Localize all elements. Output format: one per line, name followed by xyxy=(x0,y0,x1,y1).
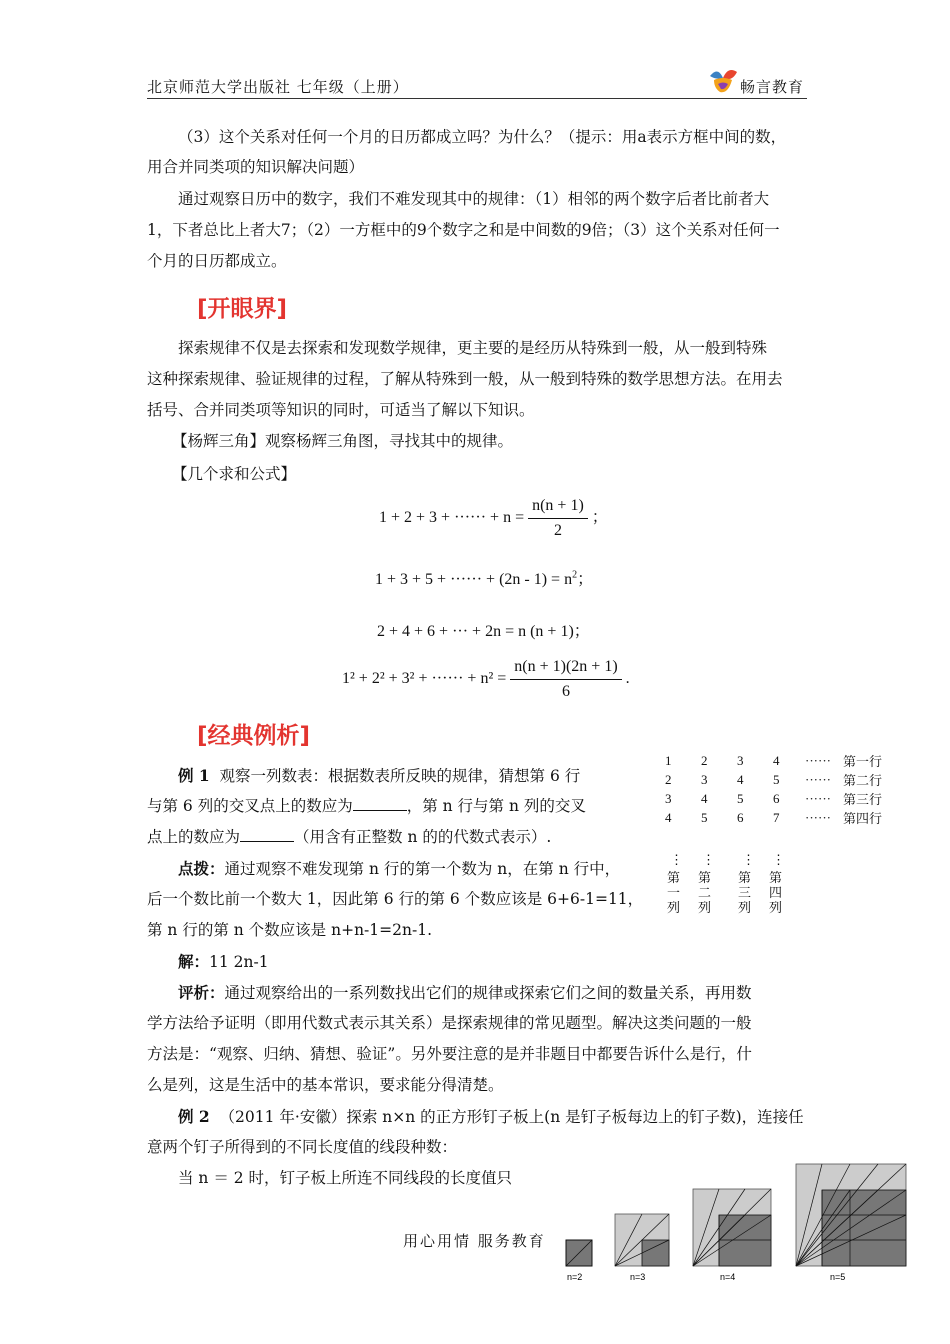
pegboard-figures xyxy=(560,1160,912,1285)
dots-col1: ⋮ xyxy=(670,852,683,867)
intro-obs-line3: 个月的日历都成立。 xyxy=(147,252,287,270)
ex1-line3: 点上的数应为 （用含有正整数 n 的的代数式表示）. xyxy=(147,828,552,846)
table-row: 2 3 4 5 ······ 第二行 xyxy=(665,771,883,788)
hint-line3: 第 n 行的第 n 个数应该是 n+n-1=2n-1. xyxy=(147,921,433,939)
hint-line1: 点拨：通过观察不难发现第 n 行的第一个数为 n，在第 n 行中， xyxy=(178,859,621,878)
section-title-jingdian: [经典例析] xyxy=(197,723,311,749)
dots-col3: ⋮ xyxy=(742,852,755,867)
comment-line1: 评析：通过观察给出的一系列数找出它们的规律或探索它们之间的数量关系，再用数 xyxy=(178,983,752,1002)
comment-line3: 方法是：“观察、归纳、猜想、验证”。另外要注意的是并非题目中都要告诉什么是行，什 xyxy=(147,1045,752,1063)
pegboard-n3 xyxy=(615,1214,669,1266)
pegboard-n2 xyxy=(566,1240,592,1266)
header-publisher: 北京师范大学出版社 七年级（上册） xyxy=(147,78,409,96)
formula-1: 1 + 2 + 3 + ······ + n = $\frac{n(n + 1)}{2}$ ； xyxy=(379,494,608,543)
pegboard-label-n5: n=5 xyxy=(830,1272,846,1282)
ex1-line1: 例 1 观察一列数表：根据数表所反映的规律，猜想第 6 行 xyxy=(178,766,581,785)
dots-col2: ⋮ xyxy=(702,852,715,867)
col-label-2: 第二列 xyxy=(698,870,712,915)
answer-blank-1 xyxy=(353,796,407,811)
yanghui-triangle-line: 【杨辉三角】观察杨辉三角图，寻找其中的规律。 xyxy=(172,432,514,450)
formula-2: 1 + 3 + 5 + ······ + $(2n - 1) = n^2$； xyxy=(375,569,594,588)
table-row: 1 2 3 4 ······ 第一行 xyxy=(665,752,883,769)
table-row: 4 5 6 7 ······ 第四行 xyxy=(665,809,883,826)
sum-formulas-heading: 【几个求和公式】 xyxy=(172,465,297,483)
header-divider xyxy=(147,98,807,99)
section-title-kaiyanjie: [开眼界] xyxy=(197,296,288,322)
dots-col4: ⋮ xyxy=(772,852,785,867)
section1-line2: 这种探索规律、验证规律的过程，了解从特殊到一般，从一般到特殊的数学思想方法。在用去 xyxy=(147,370,783,388)
pegboard-n4 xyxy=(693,1189,771,1266)
table-row: 3 4 5 6 ······ 第三行 xyxy=(665,790,883,807)
ex2-line1: 例 2 （2011 年·安徽）探索 n×n 的正方形钉子板上(n 是钉子板每边上的钉子数)，连接任 xyxy=(178,1107,804,1126)
col-label-1: 第一列 xyxy=(667,870,681,915)
comment-line4: 么是列，这是生活中的基本常识，要求能分得清楚。 xyxy=(147,1076,504,1094)
formula-3: 2 + 4 + 6 + ··· + 2n = n (n + 1)； xyxy=(377,623,590,640)
number-table xyxy=(665,751,882,827)
intro-q3-line2: 用合并同类项的知识解决问题） xyxy=(147,158,365,176)
pegboard-label-n3: n=3 xyxy=(630,1272,646,1282)
pegboard-n5 xyxy=(796,1164,906,1266)
answer-blank-2 xyxy=(240,827,294,842)
ex2-line2: 意两个钉子所得到的不同长度值的线段种数： xyxy=(147,1138,458,1156)
answer-line: 解：11 2n-1 xyxy=(178,952,269,971)
pegboard-label-n4: n=4 xyxy=(720,1272,736,1282)
col-label-4: 第四列 xyxy=(769,870,783,915)
section1-line3: 括号、合并同类项等知识的同时，可适当了解以下知识。 xyxy=(147,401,535,419)
section1-line1: 探索规律不仅是去探索和发现数学规律，更主要的是经历从特殊到一般，从一般到特殊 xyxy=(178,339,768,357)
comment-line2: 学方法给予证明（即用代数式表示其关系）是探索规律的常见题型。解决这类问题的一般 xyxy=(147,1014,752,1032)
ex1-line2: 与第 6 列的交叉点上的数应为 ，第 n 行与第 n 列的交叉 xyxy=(147,797,586,815)
hint-line2: 后一个数比前一个数大 1，因此第 6 行的第 6 个数应该是 6+6-1=11， xyxy=(147,890,644,908)
pegboard-label-n2: n=2 xyxy=(567,1272,583,1282)
intro-obs-line1: 通过观察日历中的数字，我们不难发现其中的规律：（1）相邻的两个数字后者比前者大 xyxy=(178,190,770,208)
col-label-3: 第三列 xyxy=(738,870,752,915)
header-brand: 畅言教育 xyxy=(740,78,805,96)
intro-q3-line1: （3）这个关系对任何一个月的日历都成立吗？为什么？（提示：用a表示方框中间的数， xyxy=(178,128,787,146)
logo-icon xyxy=(706,66,740,96)
formula-4: 1² + 2² + 3² + ······ + n² = $\frac{n(n + 1)(2n + 1)}{6}$ . xyxy=(342,655,630,704)
intro-obs-line2: 1，下者总比上者大7；（2）一方框中的9个数字之和是中间数的9倍；（3）这个关系对任何一 xyxy=(147,221,780,239)
footer-slogan: 用心用情 服务教育 xyxy=(403,1232,546,1250)
ex2-line3: 当 n ＝ 2 时，钉子板上所连不同线段的长度值只 xyxy=(178,1169,513,1187)
